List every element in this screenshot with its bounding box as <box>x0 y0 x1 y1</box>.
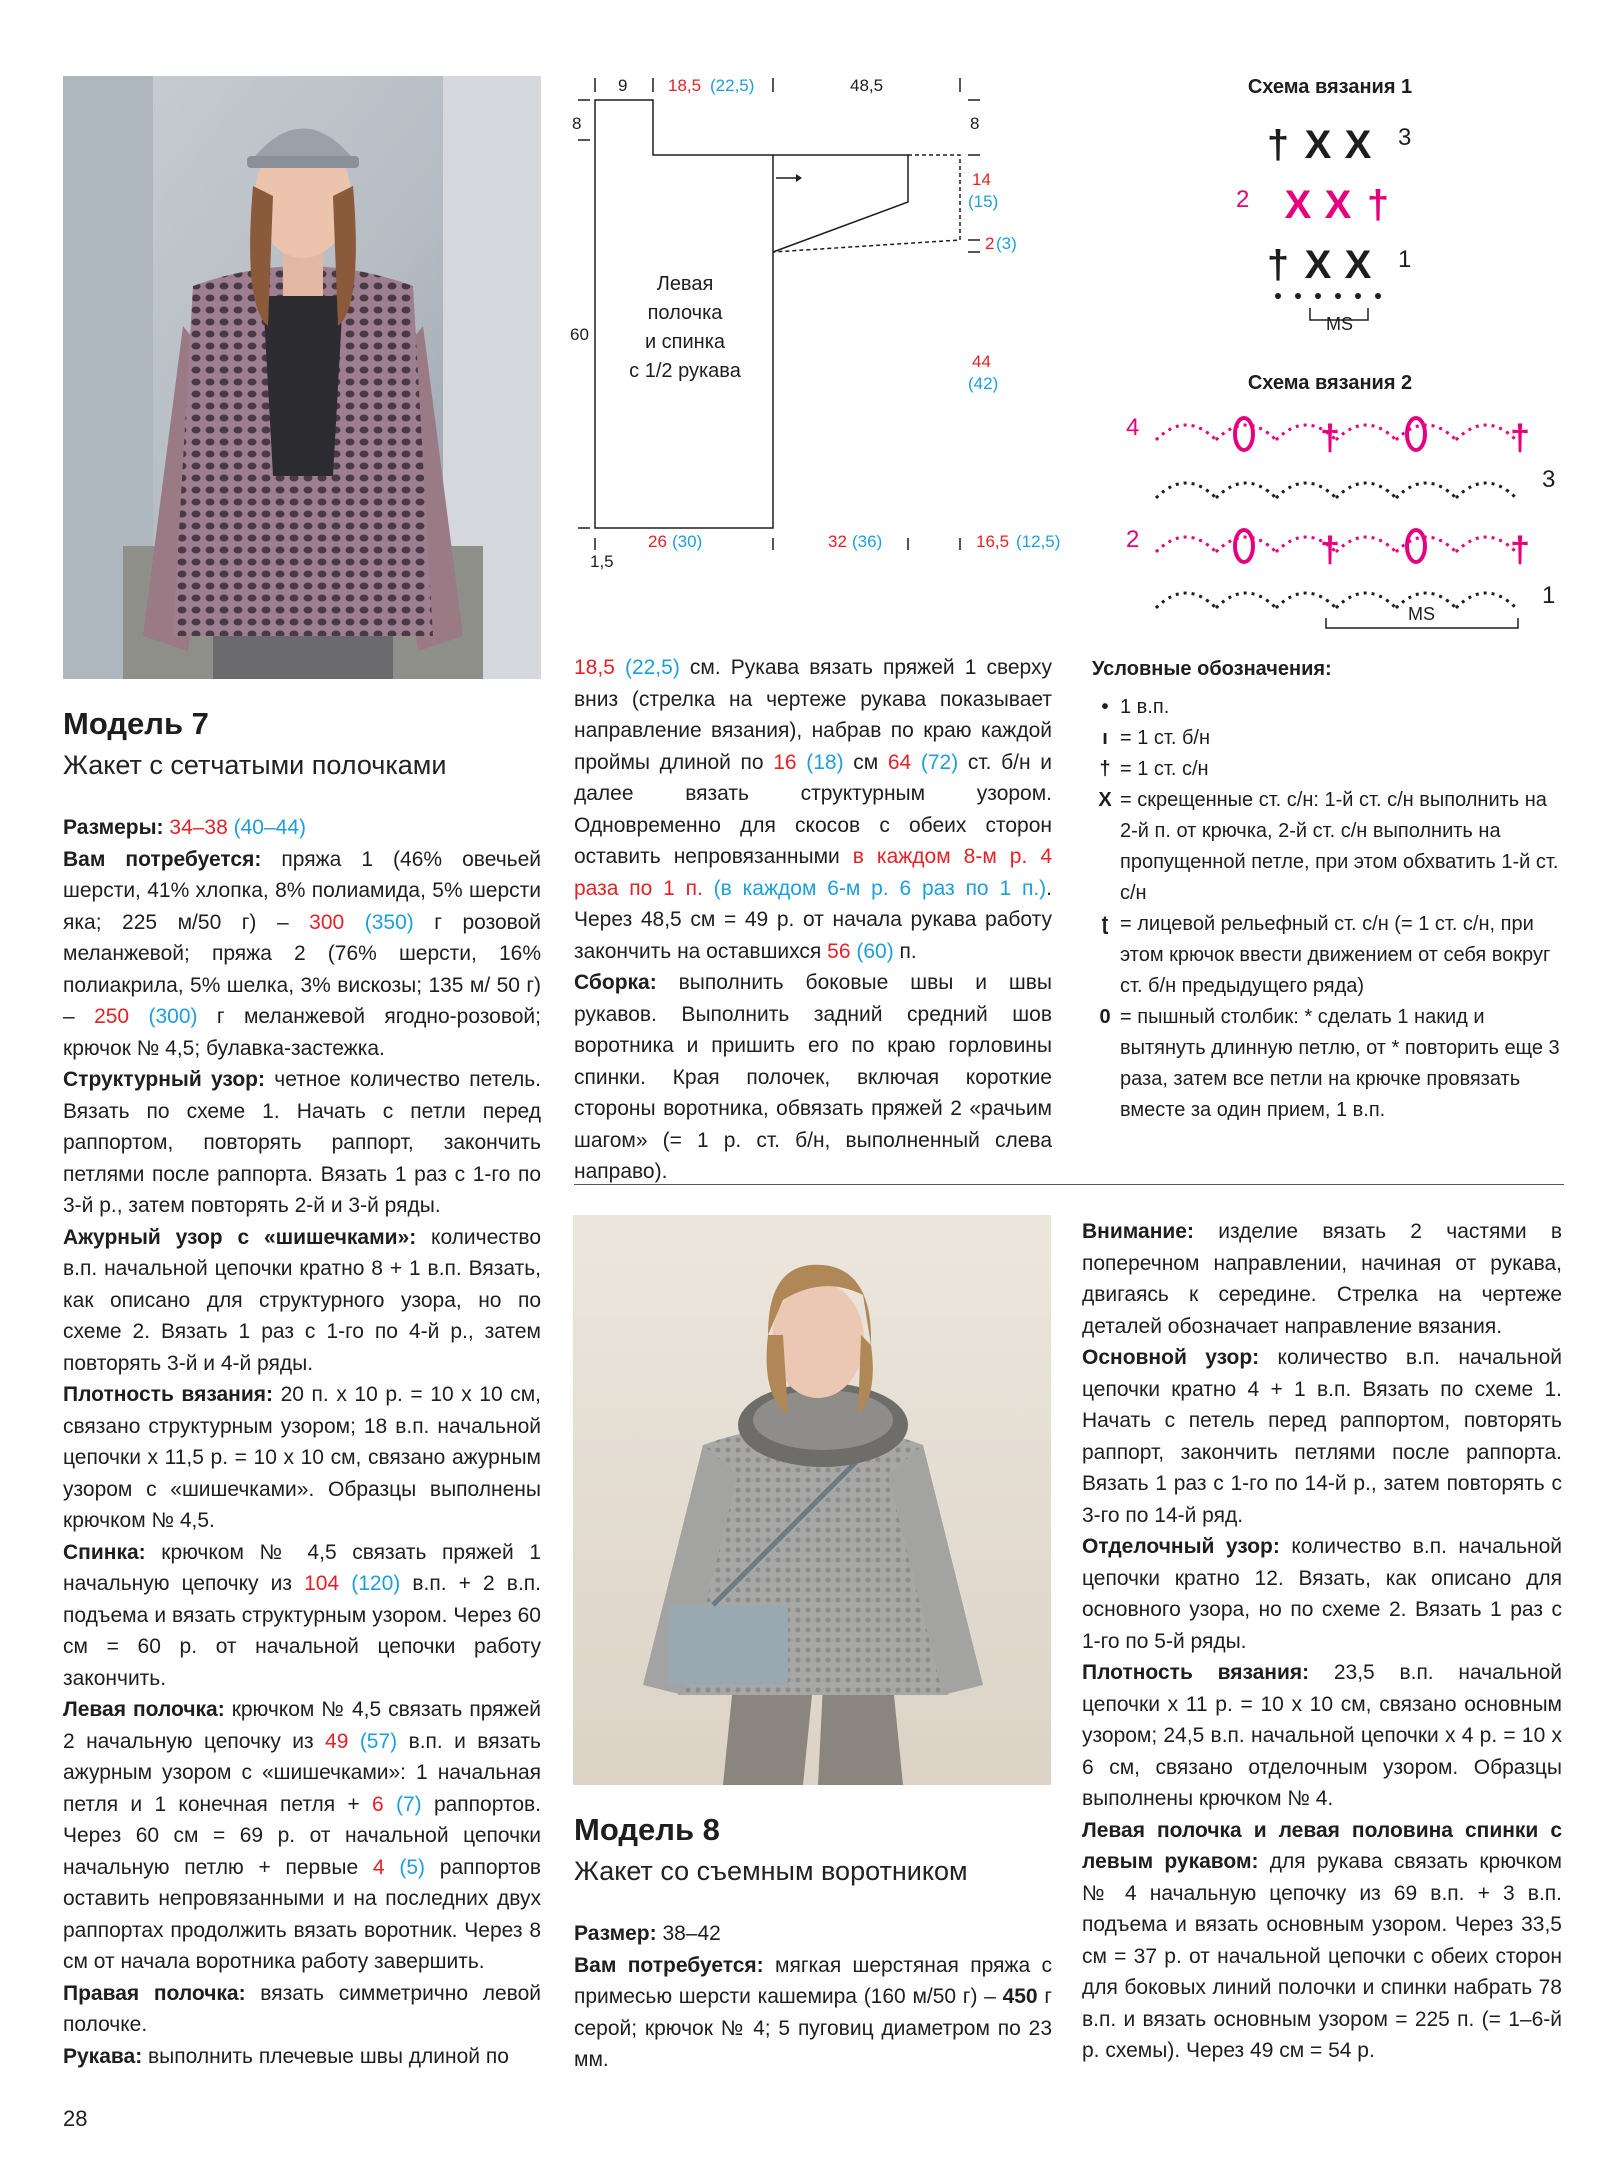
model7-mid-text-run: (22,5) <box>624 656 680 679</box>
model7-mid-text-run: 56 <box>827 939 857 963</box>
svg-text:X: X <box>1344 243 1372 287</box>
schema2-ms: MS <box>1408 604 1435 624</box>
model7-mid-text-run: (в каждом 6-м р. 6 раз по 1 п.) <box>713 876 1047 900</box>
model7-left-text-run: (57) <box>359 1729 398 1753</box>
legend-symbol: ı <box>1102 727 1108 749</box>
legend-item <box>1092 909 1568 1002</box>
model8-right-paragraph <box>1082 1531 1562 1657</box>
legend-item <box>1092 754 1568 785</box>
model7-left-text-run: г меланжевой ягодно-розовой; крючок № 4,5; булавка-застежка. <box>63 1005 541 1060</box>
model7-left-text-run: 20 п. х 10 р. = 10 х 10 см, связано структурным узором; 18 в.п. начальной цепочки х 11,5 р. = 10 х 10 см, связано ажурным узором с «шишечками». Образцы выполнены крючком № 4,5. <box>63 1383 542 1532</box>
dim-top-9: 9 <box>618 76 628 95</box>
dim-bottom-15: 1,5 <box>590 552 614 571</box>
legend-title: Условные обозначения: <box>1092 658 1332 680</box>
model7-left-paragraph <box>63 1222 541 1380</box>
model8-subtitle: Жакет со съемным воротником <box>574 1856 968 1886</box>
dim-right-42: (42) <box>968 374 999 393</box>
dim-bottom-26: 26 <box>648 532 667 551</box>
model8-right-text-run: Внимание: <box>1082 1220 1219 1243</box>
section-divider <box>574 1184 1564 1185</box>
model7-left-text-run: 49 <box>325 1729 360 1753</box>
svg-text:†: † <box>1366 183 1390 227</box>
model8-left-text-run: Размер: <box>574 1922 663 1945</box>
model8-title: Модель 8 <box>574 1812 720 1847</box>
model8-right-text-run: для рукава связать крючком № 4 начальную цепочку из 69 в.п. + 3 в.п. подъема и вязать основным узором. Через 33,5 см = 37 р. от начальной цепочки с обеих сторон для боковых линий полочки и спинки набрать 78 в.п. и вязать основным узором = 225 п. (= 1–6-й р. схемы). Через 49 см = 54 р. <box>1082 1850 1562 2062</box>
model7-mid-text-run <box>703 877 714 900</box>
model7-left-paragraph <box>63 844 541 1065</box>
model7-left-text-run: 300 <box>309 910 365 934</box>
model8-left-text-run: 450 <box>1002 1985 1038 2008</box>
model7-mid-text-run: п. <box>893 939 917 963</box>
model7-left-paragraph <box>63 1379 541 1537</box>
model8-right-text-run: изделие вязать 2 частями в поперечном направлении, начиная от рукава, двигаясь к середине. Стрелка на чертеже деталей обозначает направление вязания. <box>1082 1220 1562 1338</box>
dim-top-185: 18,5 <box>668 76 702 95</box>
model8-left-paragraph <box>574 1950 1052 2076</box>
dim-bottom-36: (36) <box>852 532 883 551</box>
pattern-diagram <box>570 70 1110 580</box>
model7-mid-text-run: (72) <box>920 750 959 774</box>
model8-text-left <box>574 1918 1052 2076</box>
legend-symbol: 0 <box>1099 1006 1111 1028</box>
dim-bottom-165: 16,5 <box>976 532 1010 551</box>
model7-subtitle: Жакет с сетчатыми полочками <box>63 750 447 780</box>
model7-left-text-run: (300) <box>148 1005 198 1028</box>
model7-text-left <box>63 812 541 2072</box>
schema1-row-1: 1 <box>1398 246 1412 273</box>
dim-left-60: 60 <box>570 325 589 344</box>
model8-right-text-run: количество в.п. начальной цепочки кратно 4 + 1 в.п. Вязать по схеме 1. Начать с петель перед раппортом, повторять раппорт, закончить петлями после раппорта. Вязать 1 раз с 1-го по 14-й р., затем повторять с 3-го по 14-й ряд. <box>1082 1346 1562 1527</box>
model8-photo <box>573 1215 1051 1785</box>
model7-mid-text-run: 18,5 <box>574 656 625 679</box>
legend-text: 1 в.п. <box>1120 696 1170 718</box>
svg-text:†: † <box>1319 529 1341 570</box>
model7-left-text-run: вязать симметрично левой полочке. <box>63 1981 541 2036</box>
svg-text:†: † <box>1319 417 1341 458</box>
model7-mid-text-run: Сборка: <box>574 971 679 994</box>
model7-left-text-run: раппортов. Через 60 см = 69 р. от начальной цепочки начальную петлю + первые <box>63 1792 542 1879</box>
model8-right-text-run: Левая полочка и левая половина спинки с левым рукавом: <box>1082 1818 1562 1873</box>
model7-left-text-run: (350) <box>364 910 414 934</box>
model7-mid-text-run: выполнить боковые швы и швы рукавов. Выполнить задний средний шов воротника и пришить его по краю горловины спинки. Края полочек, включая короткие стороны воротника, обвязать пряжей 2 «рачьим шагом» (= 1 р. ст. б/н, выполненный слева направо). <box>574 971 1052 1183</box>
model7-left-paragraph <box>63 1978 541 2041</box>
model8-right-text-run: количество в.п. начальной цепочки кратно 12. Вязать, как описано для основного узора, но по схеме 2. Вязать 1 раз с 1-го по 5-й ряды. <box>1082 1535 1563 1653</box>
model7-left-text-run: 4 <box>372 1855 400 1879</box>
legend-text: = 1 ст. с/н <box>1120 758 1209 780</box>
piece-label: Левая полочка и спинка с 1/2 рукава <box>629 273 741 382</box>
legend-symbol: • <box>1101 696 1109 718</box>
legend-symbol: † <box>1099 758 1111 780</box>
dim-bottom-30: (30) <box>672 532 703 551</box>
schema2-title: Схема вязания 2 <box>1247 372 1413 394</box>
model8-right-paragraph <box>1082 1815 1562 2067</box>
legend-symbol: ʈ <box>1101 913 1109 935</box>
legend-text: = скрещенные ст. с/н: 1-й ст. с/н выполнить на 2-й п. от крючка, 2-й ст. с/н выполнить на пропущенной петле, при этом обхватить 1-й ст. с/н <box>1120 789 1559 904</box>
model7-left-text-run: (40–44) <box>233 816 307 839</box>
model7-left-text-run: в.п. + 2 в.п. подъема и вязать структурным узором. Через 60 см = 60 р. от начальной цепочки работу закончить. <box>63 1572 541 1690</box>
model7-left-text-run: крючком № 4,5 связать пряжей 2 начальную цепочку из <box>63 1698 541 1753</box>
model7-left-text-run: количество в.п. начальной цепочки кратно 8 + 1 в.п. Вязать, как описано для структурного узора, но по схеме 2. Вязать 1 раз с 1-го по 4-й р., затем повторять 3-й и 4-й ряды. <box>63 1225 541 1375</box>
dim-right-3: (3) <box>996 234 1017 253</box>
svg-text:†: † <box>1509 417 1531 458</box>
model7-left-paragraph <box>63 2041 541 2073</box>
legend-list <box>1092 692 1568 1126</box>
model7-left-text-run: 6 <box>372 1792 396 1816</box>
model8-right-paragraph <box>1082 1657 1562 1815</box>
model7-left-text-run: раппортов оставить непровязанными и на последних двух раппортах продолжить вязать воротник. Через 8 см от начала воротника работу завершить. <box>63 1855 541 1973</box>
dim-bottom-32: 32 <box>828 532 847 551</box>
schema2-row-3: 3 <box>1542 466 1556 493</box>
schema1-row-2: 2 <box>1236 186 1250 213</box>
model8-left-text-run: 38–42 <box>662 1922 721 1945</box>
schema2-chart <box>1126 402 1566 632</box>
legend-symbol: X <box>1098 789 1112 811</box>
svg-text:X: X <box>1304 243 1332 287</box>
model8-right-text-run: Отделочный узор: <box>1082 1535 1292 1558</box>
model8-left-text-run: Вам потребуется: <box>574 1953 776 1977</box>
model7-mid-text-run: 16 <box>773 750 807 774</box>
dim-right-2: 2 <box>985 234 995 253</box>
schema1-chart <box>1236 108 1440 343</box>
svg-text:X: X <box>1304 123 1332 167</box>
schema2-row-1: 1 <box>1542 582 1556 609</box>
dim-right-15: (15) <box>968 192 999 211</box>
model8-left-text-run: мягкая шерстяная пряжа с примесью шерсти кашемира (160 м/50 г) – <box>574 1953 1052 2008</box>
model7-left-text-run: 250 <box>94 1005 149 1028</box>
model7-mid-paragraph <box>574 967 1052 1188</box>
model7-mid-text-run: . Через 48,5 см = 49 р. от начала рукава работу закончить на оставшихся <box>574 876 1052 963</box>
model7-mid-text-run: в каждом 8-м р. 4 раза по 1 п. <box>574 845 1052 900</box>
model8-right-text-run: 23,5 в.п. начальной цепочки х 11 р. = 10 х 10 см, связано основным узором; 24,5 в.п. начальной цепочки х 4 р. = 10 х 6 см, связано отделочным узором. Образцы выполнены крючком № 4. <box>1082 1661 1562 1810</box>
model7-title: Модель 7 <box>63 706 209 741</box>
legend-item <box>1092 723 1568 754</box>
model7-text-mid <box>574 652 1052 1188</box>
dim-right-14: 14 <box>972 170 991 189</box>
model7-left-text-run: крючком № 4,5 связать пряжей 1 начальную цепочку из <box>63 1540 541 1595</box>
dim-top-225: (22,5) <box>710 76 755 95</box>
schema1-row-3: 3 <box>1398 124 1412 151</box>
model7-left-text-run: г розовой меланжевой; пряжа 2 (76% шерсти, 16% полиакрила, 5% шелка, 3% вискозы; 135 м/ 50 г) – <box>63 910 541 1028</box>
model7-mid-paragraph <box>574 652 1052 967</box>
model7-left-text-run: пряжа 1 (46% овечьей шерсти, 41% хлопка, 8% полиамида, 5% шерсти яка; 225 м/50 г) – <box>63 847 541 934</box>
model7-left-text-run: Структурный узор: <box>63 1068 275 1091</box>
legend-item <box>1092 785 1568 909</box>
legend-text: = 1 ст. б/н <box>1120 727 1211 749</box>
model7-left-text-run: Ажурный узор с «шишечками»: <box>63 1225 432 1249</box>
model7-left-text-run: Рукава: <box>63 2044 149 2068</box>
model7-mid-text-run: (18) <box>806 750 844 774</box>
model7-photo <box>63 76 541 679</box>
dim-top-485: 48,5 <box>850 76 884 95</box>
model8-right-text-run: Плотность вязания: <box>1082 1661 1334 1684</box>
model7-left-paragraph <box>63 1064 541 1222</box>
legend-item <box>1092 692 1568 723</box>
model7-left-text-run: 34–38 <box>169 816 234 839</box>
model7-mid-text-run: ст. б/н и далее вязать структурным узором. Одновременно для скосов с обеих сторон оставить непровязанными <box>574 750 1052 868</box>
model7-left-text-run: Спинка: <box>63 1540 162 1564</box>
model8-text-right <box>1082 1216 1562 2067</box>
schema2-row-2: 2 <box>1126 526 1140 553</box>
model7-left-text-run: Плотность вязания: <box>63 1383 281 1406</box>
model7-mid-text-run: 64 <box>887 750 921 774</box>
page-number: 28 <box>63 2106 88 2131</box>
legend-item <box>1092 1002 1568 1126</box>
legend-text: = пышный столбик: * сделать 1 накид и вытянуть длинную петлю, от * повторить еще 3 раза, затем все петли на крючке провязать вместе за один прием, 1 в.п. <box>1120 1006 1560 1121</box>
dim-left-8: 8 <box>572 114 582 133</box>
model7-mid-text-run: см <box>843 750 888 774</box>
model8-left-paragraph <box>574 1918 1052 1950</box>
model7-left-text-run: Вам потребуется: <box>63 847 282 871</box>
model7-left-text-run: четное количество петель. Вязать по схеме 1. Начать с петли перед раппортом, повторять раппорт, закончить петлями после раппорта. Вязать 1 раз с 1-го по 3-й р., затем повторять 2-й и 3-й ряды. <box>63 1068 541 1217</box>
svg-text:†: † <box>1266 123 1290 167</box>
model7-left-text-run: (5) <box>399 1855 426 1879</box>
schema1-ms: MS <box>1326 314 1353 334</box>
dim-bottom-125: (12,5) <box>1016 532 1061 551</box>
dim-right-8: 8 <box>970 114 980 133</box>
svg-text:X: X <box>1344 123 1372 167</box>
svg-text:X: X <box>1324 183 1352 227</box>
dim-right-44: 44 <box>972 352 991 371</box>
svg-text:X: X <box>1284 183 1312 227</box>
model7-left-text-run: Левая полочка: <box>63 1698 232 1721</box>
model7-left-paragraph <box>63 1694 541 1978</box>
model7-left-text-run: 104 <box>304 1572 352 1595</box>
model7-left-paragraph <box>63 812 541 844</box>
model7-mid-text-run: см. Рукава вязать пряжей 1 сверху вниз (стрелка на чертеже рукава показывает направление вязания), набрав по краю каждой проймы длиной по <box>574 656 1052 774</box>
model7-left-text-run: (7) <box>395 1792 422 1816</box>
legend-text: = лицевой рельефный ст. с/н (= 1 ст. с/н, при этом крючок ввести движением от себя вокруг ст. б/н предыдущего ряда) <box>1120 913 1551 997</box>
model7-mid-text-run: (60) <box>856 939 894 963</box>
schema2-row-4: 4 <box>1126 414 1140 441</box>
model8-right-paragraph <box>1082 1216 1562 1342</box>
model7-left-paragraph <box>63 1537 541 1695</box>
model7-left-text-run: выполнить плечевые швы длиной по <box>148 2044 509 2068</box>
model7-left-text-run: (120) <box>351 1572 401 1595</box>
model7-left-text-run: в.п. и вязать ажурным узором с «шишечками»: 1 начальная петля и 1 конечная петля + <box>63 1729 541 1816</box>
model8-right-text-run: Основной узор: <box>1082 1346 1278 1369</box>
model8-right-paragraph <box>1082 1342 1562 1531</box>
model7-left-text-run: Размеры: <box>63 816 170 839</box>
model7-left-text-run: Правая полочка: <box>63 1981 261 2005</box>
svg-text:†: † <box>1266 243 1290 287</box>
model8-left-text-run: г серой; крючок № 4; 5 пуговиц диаметром по 23 мм. <box>574 1985 1053 2071</box>
svg-text:†: † <box>1509 529 1531 570</box>
schema1-title: Схема вязания 1 <box>1247 76 1413 98</box>
